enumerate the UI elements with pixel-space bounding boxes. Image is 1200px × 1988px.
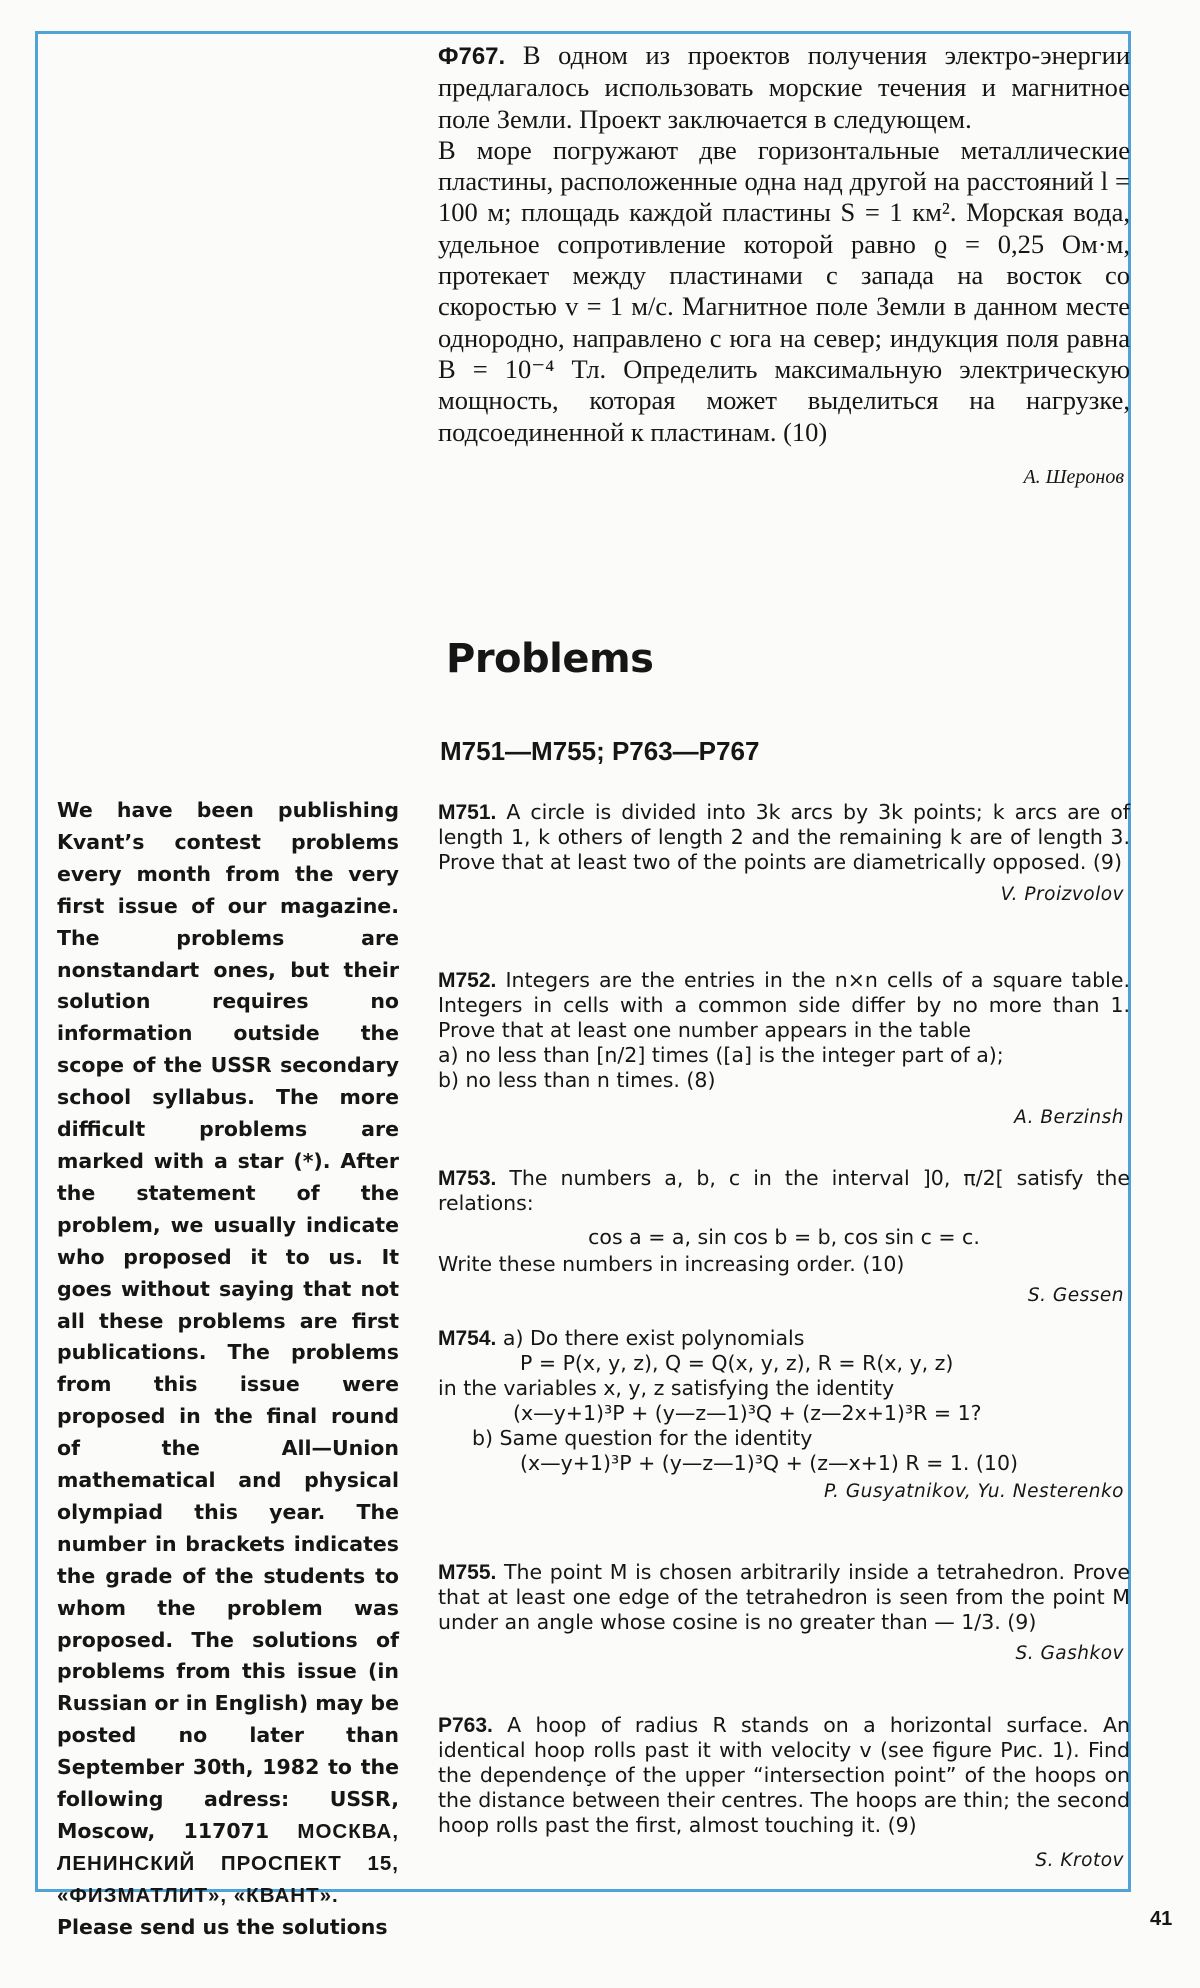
problem-m755 — [438, 1560, 1130, 1666]
problem-m754 — [438, 1326, 1130, 1504]
problem-part-a: a) no less than [n/2] times ([a] is the integer part of a); — [438, 1043, 1004, 1067]
sidebar-address: МОСКВА, ЛЕНИНСКИЙ ПРОСПЕКТ 15, «ФИЗМАТЛИТ», «КВАНТ». — [57, 1820, 400, 1907]
problem-text: The numbers a, b, c in the interval ]0, π/2[ satisfy the relations: — [438, 1166, 1130, 1215]
sidebar-intro — [57, 795, 399, 1944]
problem-number: P763. — [438, 1714, 493, 1737]
russian-problem — [438, 40, 1130, 493]
problem-line-5: b) Same question for the identity — [472, 1426, 813, 1450]
problem-line-1: a) Do there exist polynomials — [502, 1326, 805, 1350]
problem-number: M755. — [438, 1561, 497, 1584]
problem-author: S. Krotov — [1035, 1850, 1124, 1871]
problem-line-4: (x—y+1)³P + (y—z—1)³Q + (z—2x+1)³R = 1? — [513, 1401, 982, 1425]
russian-problem-paragraph-2: В море погружают две горизонтальные металлические пластины, расположенные одна над другой на расстояний l = 100 м; площадь каждой пластины S = 1 км². Морская вода, удельное сопротивление которой равно ϱ = 0,25 Ом·м, протекает между пластинами с запада на восток со скоростью v = 1 м/с. Магнитное поле Земли в данном месте однородно, направлено с юга на север; индукция поля равна B = 10⁻⁴ Тл. Определить максимальную электрическую мощность, которая может выделиться на нагрузке, подсоединенной к пластинам. (10) — [438, 134, 1130, 447]
problem-text: A hoop of radius R stands on a horizontal surface. An identical hoop rolls past it with velocity v (see figure Рис. 1). Find the dependençe of the upper “intersection point” of the hoops on the distance between their centres. The hoops are thin; the second hoop rolls past the first, almost touching it. (9) — [438, 1713, 1130, 1837]
problem-author: S. Gessen — [1027, 1285, 1124, 1306]
problem-text: В одном из проектов получения электро-энергии предлагалось использовать морские течения и магнитное поле Земли. Проект заключается в следующем. — [438, 40, 1130, 134]
problem-author: P. Gusyatnikov, Yu. Nesterenko — [823, 1481, 1124, 1502]
problem-number: M753. — [438, 1167, 497, 1190]
problem-m751 — [438, 800, 1130, 907]
problem-author: S. Gashkov — [1015, 1643, 1124, 1664]
problem-author: А. Шеронов — [1023, 465, 1124, 488]
problem-m752 — [438, 968, 1130, 1130]
problem-line-6: (x—y+1)³P + (y—z—1)³Q + (z—x+1) R = 1. (10) — [520, 1451, 1018, 1475]
section-subheading: M751—M755; P763—P767 — [440, 736, 760, 766]
problem-line-2: P = P(x, y, z), Q = Q(x, y, z), R = R(x, y, z) — [520, 1351, 954, 1375]
problem-part-b: b) no less than n times. (8) — [438, 1068, 716, 1092]
sidebar-text: We have been publishing Kvant’s contest problems every month from the very first issue of our magazine. The problems are nonstandart ones, but their solution requires no information outside the scope of the USSR secondary school syllabus. The more difficult problems are marked with a star (*). After the statement of the problem, we usually indicate who proposed it to us. It goes without saying that not all these problems are first publications. The problems from this issue were proposed in the final round of the All—Union mathematical and physical olympiad this year. The number in brackets indicates the grade of the students to whom the problem was proposed. The solutions of problems from this issue (in Russian or in English) may be posted no later than September 30th, 1982 to the following adress: USSR, Moscow, 117071 — [57, 798, 399, 1843]
section-heading: Problems — [446, 636, 654, 682]
problem-line-3: in the variables x, y, z satisfying the identity — [438, 1376, 895, 1400]
problem-number: M754. — [438, 1327, 497, 1350]
page-number: 41 — [1150, 1908, 1173, 1930]
problem-number: M751. — [438, 801, 497, 824]
problem-number: M752. — [438, 969, 497, 992]
problem-text-continued: Write these numbers in increasing order. (10) — [438, 1252, 905, 1276]
russian-problem-paragraph-1 — [438, 40, 1130, 135]
problem-number: Ф767. — [438, 43, 506, 70]
problem-author: V. Proizvolov — [1000, 884, 1124, 905]
problem-text: A circle is divided into 3k arcs by 3k points; k arcs are of length 1, k others of length 2 and the remaining k are of length 3. Prove that at least two of the points are diametrically opposed. (9) — [438, 800, 1130, 874]
problem-formula: cos a = a, sin cos b = b, cos sin c = c. — [588, 1225, 980, 1249]
problem-m753 — [438, 1166, 1130, 1308]
problem-p763 — [438, 1713, 1130, 1873]
problem-author: A. Berzinsh — [1014, 1107, 1124, 1128]
sidebar-tail: Please send us the solutions — [57, 1914, 388, 1939]
problem-text: The point M is chosen arbitrarily inside a tetrahedron. Prove that at least one edge of the tetrahedron is seen from the point M under an angle whose cosine is no greater than — 1/3. (9) — [438, 1560, 1130, 1634]
problem-text: Integers are the entries in the n×n cells of a square table. Integers in cells with a common side differ by no more than 1. Prove that at least one number appears in the table — [438, 968, 1130, 1042]
